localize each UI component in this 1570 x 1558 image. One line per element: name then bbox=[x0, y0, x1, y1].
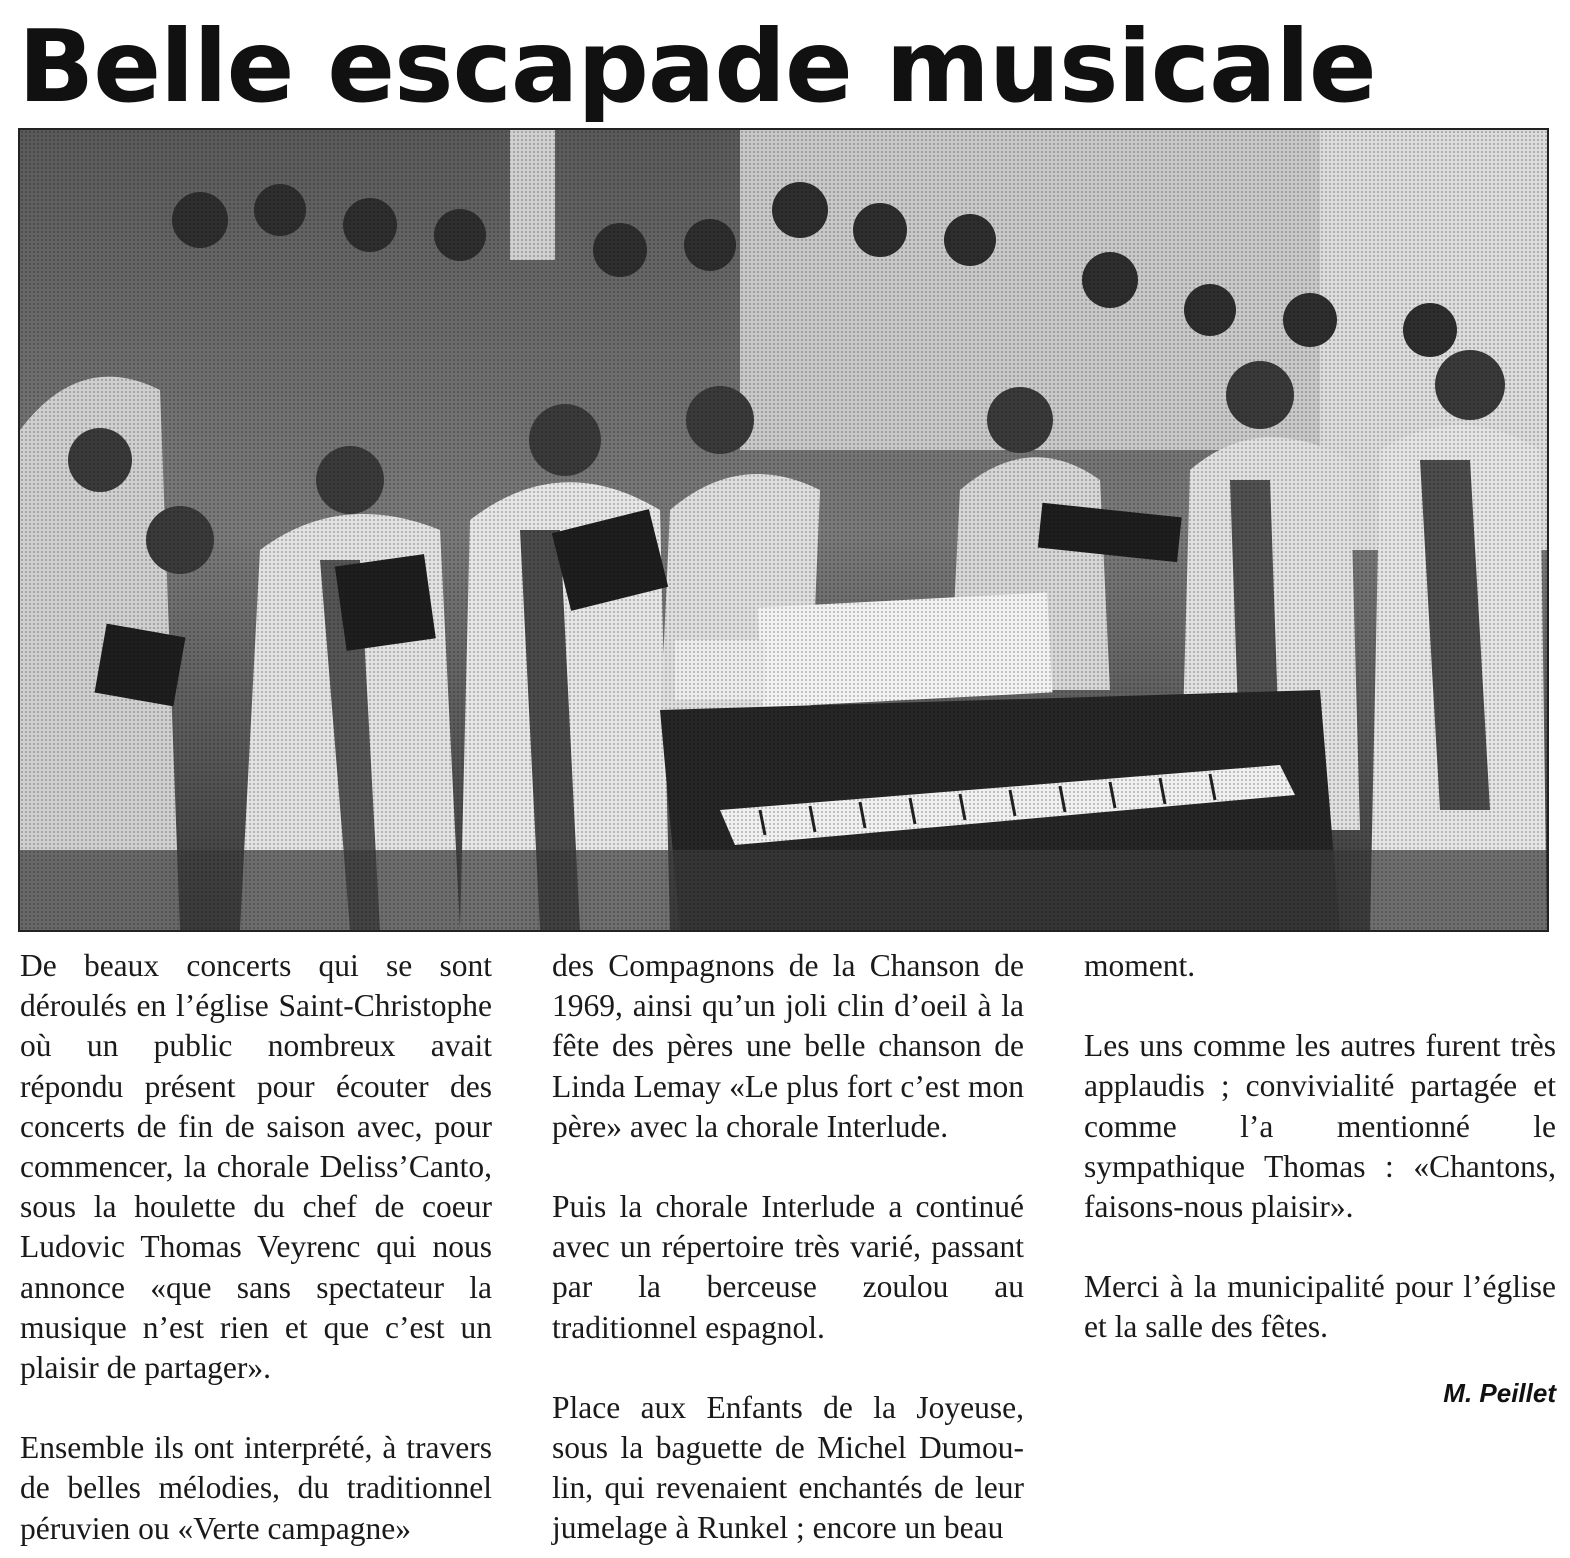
article-paragraph: moment. bbox=[1084, 948, 1196, 983]
article-paragraph: Ensemble ils ont interprété, à travers de belles mélodies, du traditionnel péruvien ou «Verte campagne» bbox=[20, 1430, 492, 1546]
article-paragraph: Les uns comme les autres furent très applaudis ; convivialité partagée et comme l’a mentionné le sympathique Thomas : «Chantons, faisons-nous plaisir». bbox=[1084, 1028, 1556, 1225]
headline: Belle escapade musicale bbox=[18, 8, 1376, 125]
article-paragraph: Place aux Enfants de la Joyeuse, sous la baguette de Michel Dumoulin, qui revenaient enchantés de leur jumelage à Runkel ; encore un beau bbox=[552, 1389, 1024, 1546]
article-column-2 bbox=[552, 946, 1024, 1549]
article-column-3 bbox=[1084, 946, 1556, 1348]
article-paragraph: Merci à la municipalité pour l’église et la salle des fêtes. bbox=[1084, 1269, 1556, 1345]
article-paragraph: Puis la chorale Interlude a continué avec un répertoire très varié, passant par la berceuse zoulou au traditionnel espagnol. bbox=[552, 1189, 1024, 1345]
article-paragraph: des Compagnons de la Chanson de 1969, ainsi qu’un joli clin d’oeil à la fête des pères une belle chanson de Linda Lemay «Le plus fort c’est mon père» avec la chorale Interlude. bbox=[552, 948, 1024, 1144]
choir-photo bbox=[18, 128, 1549, 932]
article-paragraph: De beaux concerts qui se sont déroulés en l’église Saint-Christophe où un public nombreux avait répondu présent pour écouter des concerts de fin de saison avec, pour commencer, la chorale Deliss’Canto, sous la houlette du chef de coeur Ludovic Thomas Veyrenc qui nous annonce «que sans spectateur la musique n’est rien et que c’est un plaisir de partager». bbox=[20, 948, 492, 1386]
article-column-1 bbox=[20, 946, 492, 1549]
author-byline: M. Peillet bbox=[1443, 1378, 1556, 1408]
